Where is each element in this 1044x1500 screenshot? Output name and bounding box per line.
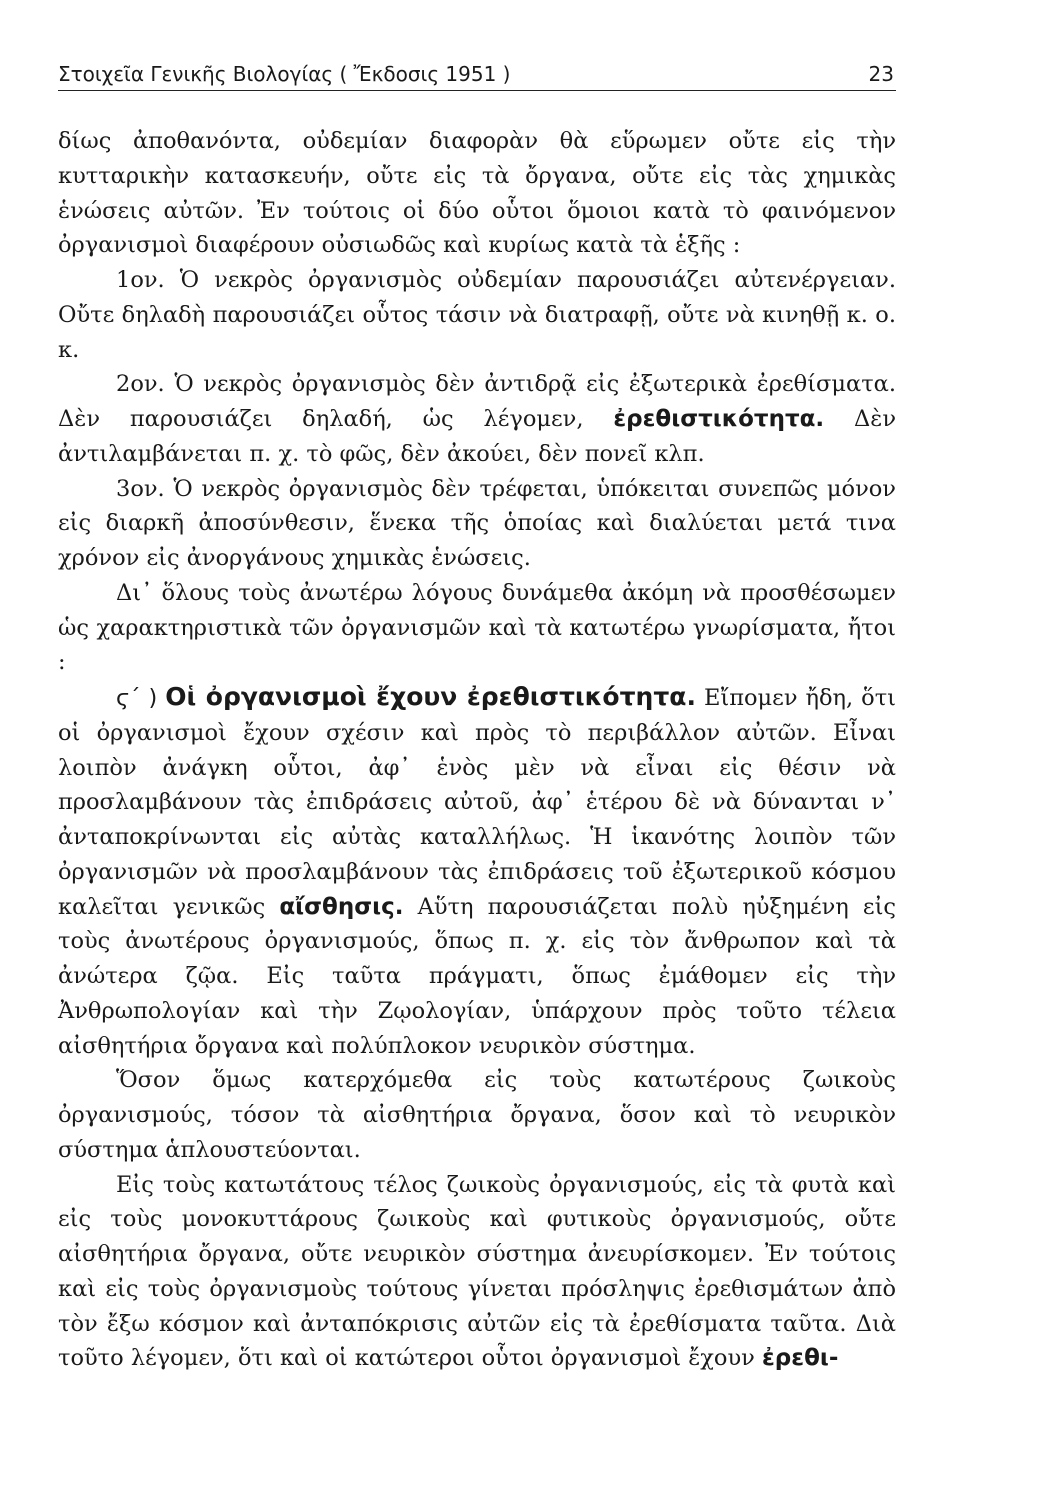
body-text [58, 124, 896, 1376]
running-header [58, 58, 896, 91]
running-title: Στοιχεῖα Γενικῆς Βιολογίας ( Ἔκδοσις 1951 ) [58, 62, 511, 86]
term-erethistikotita: ἐρεθιστικότητα. [613, 406, 825, 432]
term-aisthisis: αἴσθησις. [279, 893, 404, 920]
lowest-organisms-text: Εἰς τοὺς κατωτάτους τέλος ζωικοὺς ὀργανισμούς, εἰς τὰ φυτὰ καὶ εἰς τοὺς μονοκυττάρους ζωικοὺς καὶ φυτικοὺς ὀργανισμούς, οὔτε αἰσθητήρια ὄργανα, οὔτε νευρικὸν σύστημα ἀνευρίσκομεν. Ἐν τούτοις καὶ εἰς τοὺς ὀργανισμοὺς τούτους γίνεται πρόσληψις ἐρεθισμάτων ἀπὸ τὸν ἔξω κόσμον καὶ ἀνταπόκρισις αὐτῶν εἰς τὰ ἐρεθίσματα ταῦτα. Διὰ τοῦτο λέγομεν, ὅτι καὶ οἱ κατώτεροι οὗτοι ὀργανισμοὶ ἔχουν [58, 1171, 896, 1372]
section-6-text-a: Εἴπομεν ἤδη, ὅτι οἱ ὀργανισμοὶ ἔχουν σχέσιν καὶ πρὸς τὸ περιβάλλον αὐτῶν. Εἶναι λοιπὸν ἀνάγκη οὗτοι, ἀφ᾽ ἑνὸς μὲν νὰ εἶναι εἰς θέσιν νὰ προσλαμβάνουν τὰς ἐπιδράσεις αὐτοῦ, ἀφ᾽ ἑτέρου δὲ νὰ δύνανται ν᾽ ἀνταποκρίνωνται εἰς αὐτὰς καταλλήλως. Ἡ ἱκανότης λοιπὸν τῶν ὀργανισμῶν νὰ προσλαμβάνουν τὰς ἐπιδράσεις τοῦ ἐξωτερικοῦ κόσμου καλεῖται γενικῶς [58, 685, 896, 920]
paragraph-continued: δίως ἀποθανόντα, οὐδεμίαν διαφορὰν θὰ εὕρωμεν οὔτε εἰς τὴν κυτταρικὴν κατασκευήν, οὔτε εἰς τὰ ὄργανα, οὔτε εἰς τὰς χημικὰς ἑνώσεις αὐτῶν. Ἐν τούτοις οἱ δύο οὗτοι ὅμοιοι κατὰ τὸ φαινόμενον ὀργανισμοὶ διαφέρουν οὐσιωδῶς καὶ κυρίως κατὰ τὰ ἑξῆς : [58, 128, 896, 259]
section-marker: ϛ´ ) [116, 685, 158, 711]
paragraph-point-2 [58, 367, 896, 471]
page-number: 23 [868, 62, 894, 86]
section-6-text-b: Αὕτη παρουσιάζεται πολὺ ηὐξημένη εἰς τοὺς ἀνωτέρους ὀργανισμούς, ὅπως π. χ. εἰς τὸν ἄνθρωπον καὶ τὰ ἀνώτερα ζῷα. Εἰς ταῦτα πράγματι, ὅπως ἐμάθομεν εἰς τὴν Ἀνθρωπολογίαν καὶ τὴν Ζῳολογίαν, ὑπάρχουν πρὸς τοῦτο τέλεια αἰσθητήρια ὄργανα καὶ πολύπλοκον νευρικὸν σύστημα. [58, 893, 897, 1059]
paragraph-summary: Δι᾽ ὅλους τοὺς ἀνωτέρω λόγους δυνάμεθα ἀκόμη νὰ προσθέσωμεν ὡς χαρακτηριστικὰ τῶν ὀργανισμῶν καὶ τὰ κατωτέρω γνωρίσματα, ἤτοι : [58, 579, 896, 676]
section-heading: Οἱ ὀργανισμοὶ ἔχουν ἐρεθιστικότητα. [165, 682, 696, 711]
point-2-text-a: 2ον. Ὁ νεκρὸς ὀργανισμὸς δὲν ἀντιδρᾷ εἰς ἐξωτερικὰ ἐρεθίσματα. Δὲν παρουσιάζει δηλαδή, ὡς λέγομεν, [58, 371, 896, 432]
paragraph-point-3: 3ον. Ὁ νεκρὸς ὀργανισμὸς δὲν τρέφεται, ὑπόκειται συνεπῶς μόνον εἰς διαρκῆ ἀποσύνθεσιν, ἕνεκα τῆς ὁποίας καὶ διαλύεται μετά τινα χρόνον εἰς ἀνοργάνους χημικὰς ἑνώσεις. [58, 475, 896, 571]
term-erethi-hyphenated: ἐρεθι- [762, 1345, 839, 1372]
paragraph-lower-organisms: Ὅσον ὅμως κατερχόμεθα εἰς τοὺς κατωτέρους ζωικοὺς ὀργανισμούς, τόσον τὰ αἰσθητήρια ὄργανα, ὅσον καὶ τὸ νευρικὸν σύστημα ἁπλουστεύονται. [58, 1067, 896, 1163]
point-2-text-b: Δὲν ἀντιλαμβάνεται π. χ. τὸ φῶς, δὲν ἀκούει, δὲν πονεῖ κλπ. [58, 406, 897, 467]
paragraph-point-1: 1ον. Ὁ νεκρὸς ὀργανισμὸς οὐδεμίαν παρουσιάζει αὐτενέργειαν. Οὔτε δηλαδὴ παρουσιάζει οὗτος τάσιν νὰ διατραφῇ, οὔτε νὰ κινηθῇ κ. ο. κ. [58, 267, 896, 363]
paragraph-lowest-organisms [58, 1168, 896, 1377]
paragraph-section-6 [58, 680, 896, 1063]
